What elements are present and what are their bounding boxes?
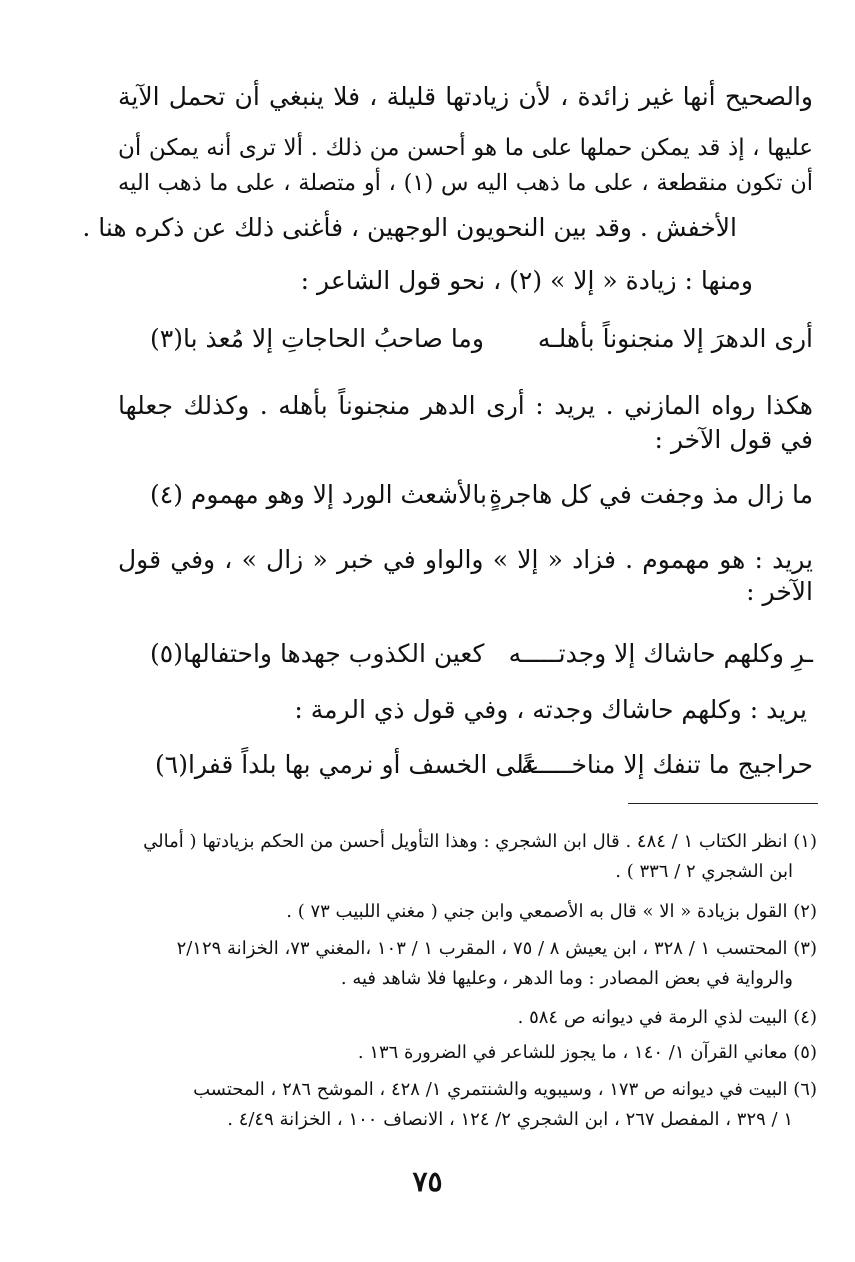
verse-2-second-hemistich: بالأشعث الورد إلا وهو مهموم (٤) <box>150 480 487 509</box>
paragraph-3-line-1: هكذا رواه المازني . يريد : أرى الدهر منجنوناً بأهله . وكذلك جعلها <box>118 391 813 420</box>
footnote-1-line-2: ابن الشجري ٢ / ٣٣٦ ) . <box>615 861 793 882</box>
section-intro: ومنها : زيادة « إلا » (٢) ، نحو قول الشاعر : <box>300 266 753 295</box>
page-number: ٧٥ <box>412 1165 443 1198</box>
verse-1-first-hemistich: أرى الدهرَ إلا منجنوناً بأهلـه <box>537 324 813 353</box>
footnote-6-line-1: (٦) البيت في ديوانه ص ١٧٣ ، وسيبويه والشنتمري ١/ ٤٢٨ ، الموشح ٢٨٦ ، المحتسب <box>193 1079 817 1100</box>
paragraph-1-line-3: أن تكون منقطعة ، على ما ذهب اليه س (١) ، أو متصلة ، على ما ذهب اليه <box>118 170 813 196</box>
footnote-6-line-2: ١ / ٣٢٩ ، المفصل ٢٦٧ ، ابن الشجري ٢/ ١٢٤ ، الانصاف ١٠٠ ، الخزانة ٤/٤٩ . <box>227 1109 793 1130</box>
verse-4-first-hemistich: حراجيج ما تنفك إلا مناخـــــةً <box>521 750 813 779</box>
paragraph-4-line-1: يريد : هو مهموم . فزاد « إلا » والواو في خبر « زال » ، وفي قول <box>118 545 813 574</box>
verse-3-second-hemistich: كعين الكذوب جهدها واحتفالها(٥) <box>150 639 485 668</box>
footnote-4: (٤) البيت لذي الرمة في ديوانه ص ٥٨٤ . <box>517 1007 817 1028</box>
footnote-separator <box>628 803 818 804</box>
footnote-3-line-1: (٣) المحتسب ١ / ٣٢٨ ، ابن يعيش ٨ / ٧٥ ، المقرب ١ / ١٠٣ ،المغني ٧٣، الخزانة ٢/١٢٩ <box>176 938 817 959</box>
footnote-1-line-1: (١) انظر الكتاب ١ / ٤٨٤ . قال ابن الشجري : وهذا التأويل أحسن من الحكم بزيادتها ( أمالي <box>143 831 817 852</box>
verse-1-second-hemistich: وما صاحبُ الحاجاتِ إلا مُعذ با(٣) <box>150 324 484 353</box>
paragraph-1-line-2: عليها ، إذ قد يمكن حملها على ما هو أحسن من ذلك . ألا ترى أنه يمكن أن <box>118 135 813 161</box>
footnote-5: (٥) معاني القرآن ١/ ١٤٠ ، ما يجوز للشاعر في الضرورة ١٣٦ . <box>357 1042 817 1063</box>
verse-2-first-hemistich: ما زال مذ وجفت في كل هاجرةٍ <box>489 480 813 509</box>
paragraph-1-line-4: الأخفش . وقد بين النحويون الوجهين ، فأغنى ذلك عن ذكره هنا . <box>82 213 737 242</box>
paragraph-4-line-2: الآخر : <box>746 577 813 606</box>
verse-4-second-hemistich: على الخسف أو نرمي بها بلداً قفرا(٦) <box>155 750 540 779</box>
footnote-3-line-2: والرواية في بعض المصادر : وما الدهر ، وعليها فلا شاهد فيه . <box>340 968 793 989</box>
paragraph-3-line-2: في قول الآخر : <box>654 425 813 454</box>
verse-3-first-hemistich: ـرِ وكلهم حاشاك إلا وجدتـــــه <box>508 639 813 668</box>
paragraph-5: يريد : وكلهم حاشاك وجدته ، وفي قول ذي الرمة : <box>294 695 807 724</box>
paragraph-1-line-1: والصحيح أنها غير زائدة ، لأن زيادتها قليلة ، فلا ينبغي أن تحمل الآية <box>118 82 813 111</box>
footnote-2: (٢) القول بزيادة « الا » قال به الأصمعي وابن جني ( مغني اللبيب ٧٣ ) . <box>286 901 817 922</box>
